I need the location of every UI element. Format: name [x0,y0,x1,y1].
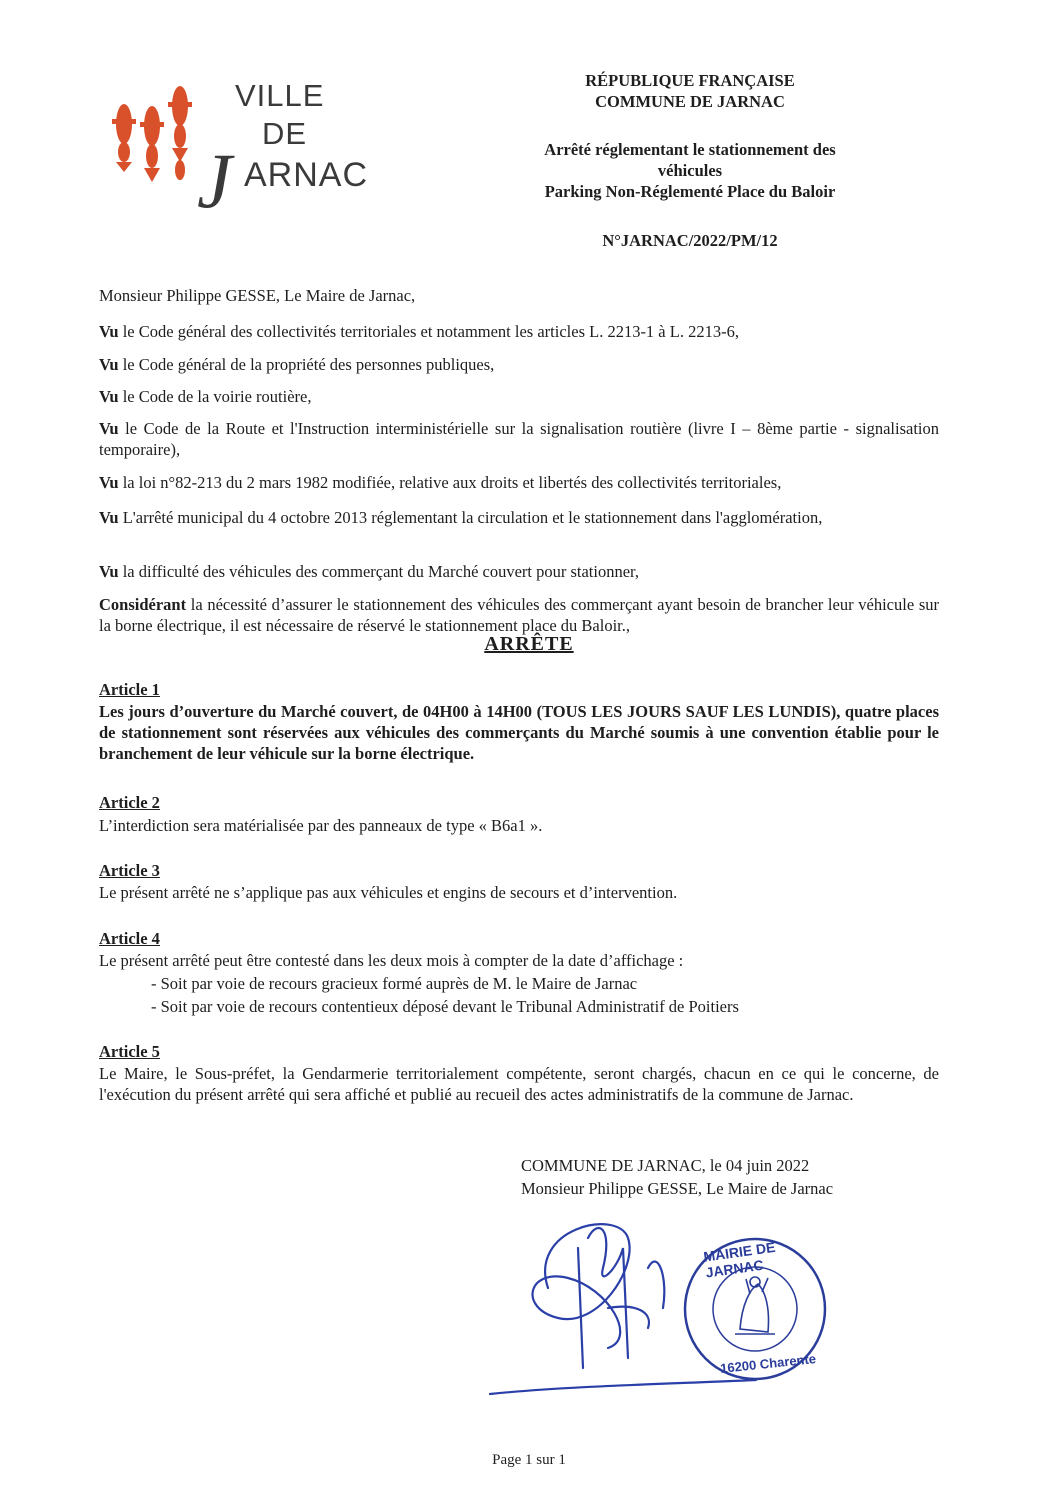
republic-label: RÉPUBLIQUE FRANÇAISE [585,71,795,90]
signer-name: Monsieur Philippe GESSE, Le Maire de Jarnac [521,1179,834,1198]
article-3-text: Le présent arrêté ne s’applique pas aux véhicules et engins de secours et d’intervention. [99,883,678,902]
intro-line: Monsieur Philippe GESSE, Le Maire de Jarnac, [99,286,416,305]
page-number: Page 1 sur 1 [492,1452,566,1468]
stamp-bottom-text: 16200 Charente [719,1351,817,1376]
article-4-heading: Article 4 [99,929,160,948]
document-number: N°JARNAC/2022/PM/12 [602,231,778,250]
official-stamp [680,1234,830,1384]
place-date: COMMUNE DE JARNAC, le 04 juin 2022 [521,1156,810,1175]
article-1-text: Les jours d’ouverture du Marché couvert, de 04H00 à 14H00 (TOUS LES JOURS SAUF LES LUNDIS), quatre places de stationnement sont réservées aux véhicules des commerçants du Marché soumis à une convention établie pour le branchement de leur véhicule sur la borne électrique. [99,702,939,763]
article-4-bullet-2: - Soit par voie de recours contentieux déposé devant le Tribunal Administratif de Poitiers [151,997,739,1016]
consideration-5: Vu la loi n°82-213 du 2 mars 1982 modifiée, relative aux droits et libertés des collectivités territoriales, [99,473,782,492]
article-2-text: L’interdiction sera matérialisée par des panneaux de type « B6a1 ». [99,816,543,835]
title-line-1: Arrêté réglementant le stationnement des [544,140,836,159]
consideration-7: Vu la difficulté des véhicules des commerçant du Marché couvert pour stationner, [99,562,640,581]
article-5-heading: Article 5 [99,1042,160,1061]
fish-emblem-icon [104,74,199,199]
signature-block [521,1154,833,1200]
stamp-top-text: MAIRIE DE JARNAC [702,1238,777,1281]
header-republic [480,70,900,112]
consideration-1: Vu le Code général des collectivités territoriales et notamment les articles L. 2213-1 à L. 2213-6, [99,322,739,341]
consideration-3: Vu le Code de la voirie routière, [99,387,312,406]
town-logo [104,74,379,224]
document-title [480,139,900,202]
commune-label: COMMUNE DE JARNAC [595,92,785,111]
article-4-text: Le présent arrêté peut être contesté dans les deux mois à compter de la date d’affichage : [99,951,684,970]
article-3-heading: Article 3 [99,861,160,880]
logo-line-de: DE [262,116,308,151]
title-line-3: Parking Non-Réglementé Place du Baloir [544,182,836,201]
decision-heading: ARRÊTE [484,633,574,655]
consideration-6: Vu L'arrêté municipal du 4 octobre 2013 réglementant la circulation et le stationnement dans l'agglomération, [99,508,823,527]
article-4-bullet-1: - Soit par voie de recours gracieux formé auprès de M. le Maire de Jarnac [151,974,638,993]
logo-line-arnac: ARNAC [244,156,369,194]
article-5-text: Le Maire, le Sous-préfet, la Gendarmerie territorialement compétente, seront chargés, chacun en ce qui le concerne, de l'exécution du présent arrêté qui sera affiché et publié au recueil des actes administratifs de la commune de Jarnac. [99,1064,939,1104]
article-2-heading: Article 2 [99,793,160,812]
article-1-heading: Article 1 [99,680,160,699]
consideration-4: Vu le Code de la Route et l'Instruction interministérielle sur la signalisation routière (livre I – 8ème partie - signalisation temporaire), [99,419,939,459]
logo-line-ville: VILLE [235,78,325,113]
logo-initial-j: J [197,137,233,224]
consideration-8: Considérant la nécessité d’assurer le stationnement des véhicules des commerçant ayant besoin de brancher leur véhicule sur la borne électrique, il est nécessaire de réservé le stationnement place du Baloir., [99,595,939,635]
consideration-2: Vu le Code général de la propriété des personnes publiques, [99,355,495,374]
title-line-2: véhicules [657,161,723,180]
